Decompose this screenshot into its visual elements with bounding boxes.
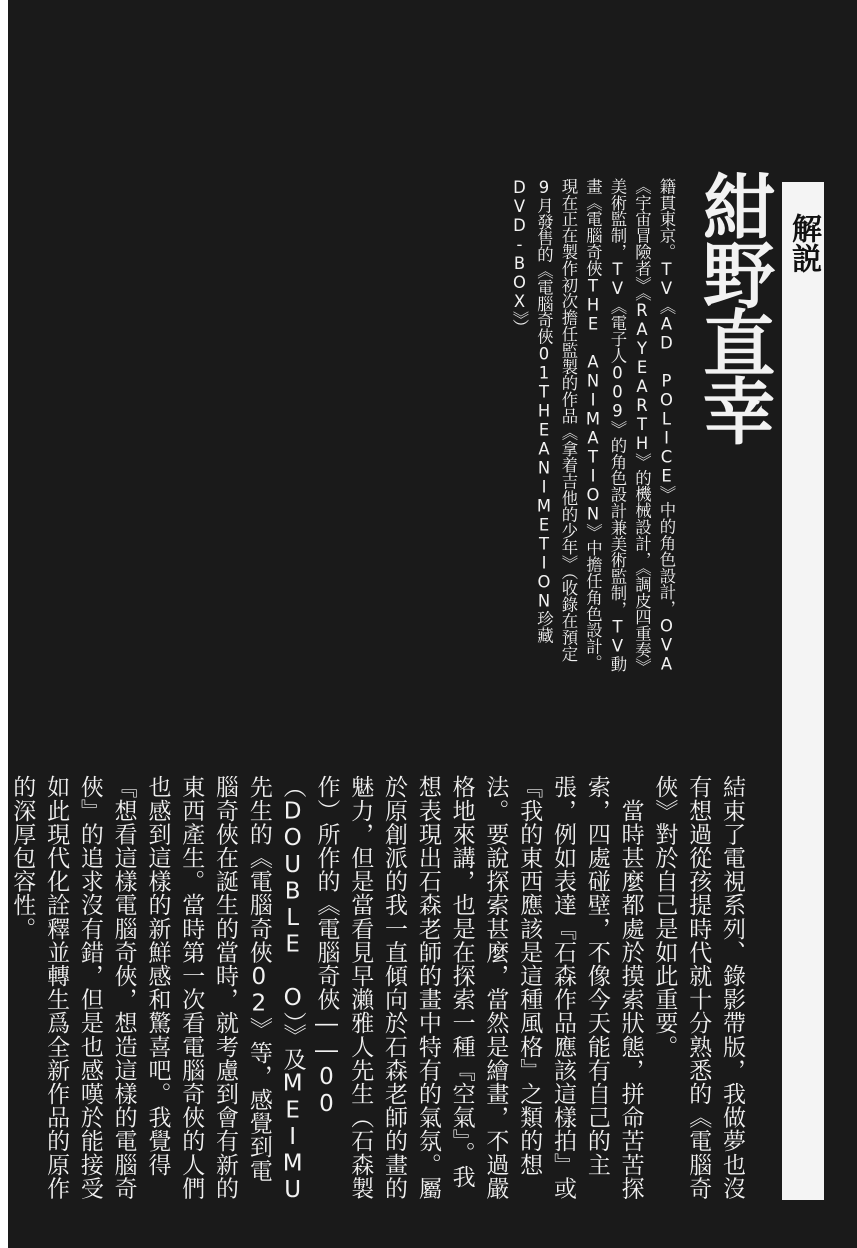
artist-name: 紺野直幸 xyxy=(691,170,775,442)
commentary-strip xyxy=(782,182,824,1200)
commentary-tag: 解説 xyxy=(786,213,821,273)
commentary-essay: 結束了電視系列、錄影帶版，我做夢也沒有想過從孩提時代就十分熟悉的《電腦奇俠》對於自己是如此重要。 當時甚麼都處於摸索狀態，拼命苦苦探索，四處碰壁，不像今天能有自己的主張，例如表達『石森作品應該這樣拍』或『我的東西應該是這種風格』之類的想法。要說探索甚麼，當然是繪畫，不過嚴格地來講，也是在探索一種『空氣』。我想表現出石森老師的畫中特有的氣氛。屬於原創派的我一直傾向於石森老師的畫的魅力，但是當看見早瀨雅人先生（石森製作）所作的《電腦奇俠――00（DOUBLE O）》及MEIMU先生的《電腦奇俠02》等，感覺到電腦奇俠在誕生的當時，就考慮到會有新的東西產生。當時第一次看電腦奇俠的人們也感到這樣的新鮮感和驚喜吧。我覺得『想看這樣電腦奇俠，想造這樣的電腦奇俠』的追求沒有錯，但是也感嘆於能接受如此現代化詮釋並轉生爲全新作品的原作的深厚包容性。 xyxy=(9,775,745,1204)
artist-bio: 籍貫東京。TV《AD POLICE》中的角色設計，OVA《宇宙冒險者》《RAYEARTH》的機械設計，《調皮四重奏》美術監制，TV《電子人009》的角色設計兼美術監制，TV動畫《電腦奇俠THE ANIMATION》中擔任角色設計。現在正在製作初次擔任監製的作品《拿着吉他的少年》（收錄在預定9月發售的《電腦奇俠01THEANIMETION珍藏DVD-BOX》） xyxy=(510,178,676,675)
